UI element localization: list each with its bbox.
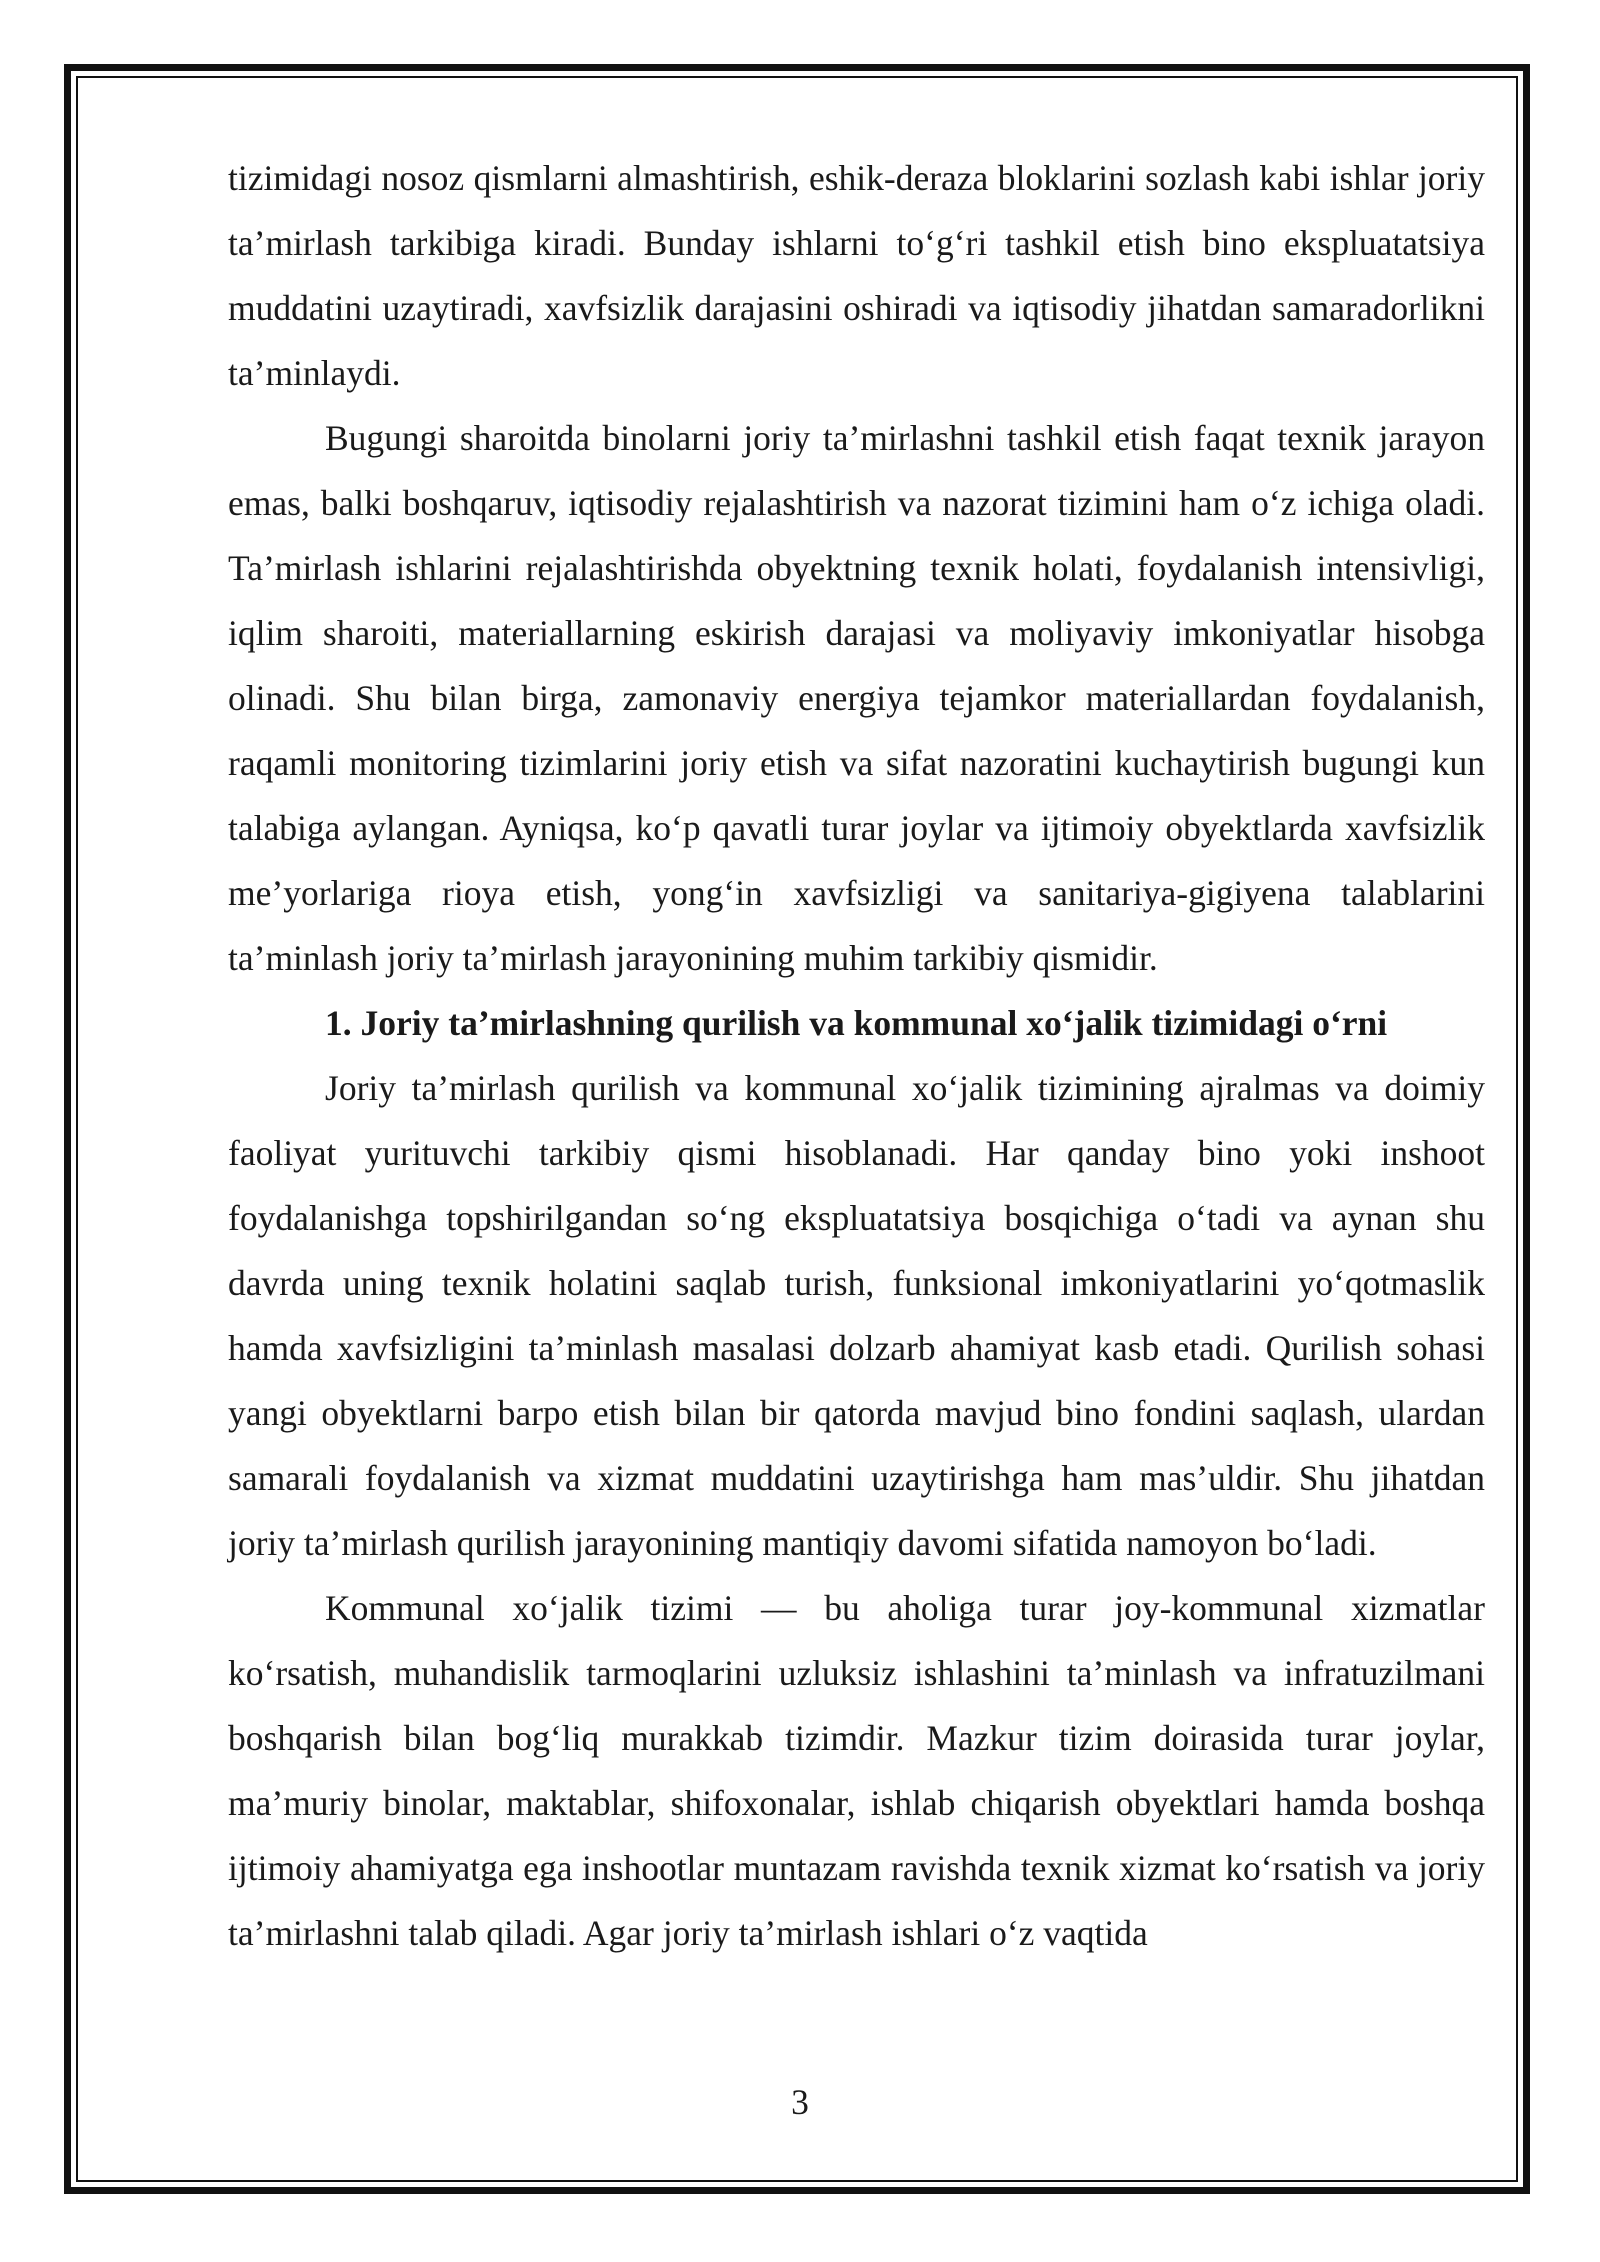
page-number: 3 [791, 2082, 809, 2122]
paragraph-modern-conditions: Bugungi sharoitda binolarni joriy ta’mirlashni tashkil etish faqat texnik jarayon emas, balki boshqaruv, iqtisodiy rejalashtirish va nazorat tizimini ham o‘z ichiga oladi. Ta’mirlash ishlarini rejalashtirishda obyektning texnik holati, foydalanish intensivligi, iqlim sharoiti, materiallarning eskirish darajasi va moliyaviy imkoniyatlar hisobga olinadi. Shu bilan birga, zamonaviy energiya tejamkor materiallardan foydalanish, raqamli monitoring tizimlarini joriy etish va sifat nazoratini kuchaytirish bugungi kun talabiga aylangan. Ayniqsa, ko‘p qavatli turar joylar va ijtimoiy obyektlarda xavfsizlik me’yorlariga rioya etish, yong‘in xavfsizligi va sanitariya-gigiyena talablarini ta’minlash joriy ta’mirlash jarayonining muhim tarkibiy qismidir. [228, 418, 1485, 978]
paragraph-communal-system: Kommunal xo‘jalik tizimi — bu aholiga turar joy-kommunal xizmatlar ko‘rsatish, muhandislik tarmoqlarini uzluksiz ishlashini ta’minlash va infratuzilmani boshqarish bilan bog‘liq murakkab tizimdir. Mazkur tizim doirasida turar joylar, ma’muriy binolar, maktablar, shifoxonalar, ishlab chiqarish obyektlari hamda boshqa ijtimoiy ahamiyatga ega inshootlar muntazam ravishda texnik xizmat ko‘rsatish va joriy ta’mirlashni talab qiladi. Agar joriy ta’mirlash ishlari o‘z vaqtida [228, 1588, 1485, 1953]
paragraph-role-of-repair: Joriy ta’mirlash qurilish va kommunal xo‘jalik tizimining ajralmas va doimiy faoliyat yurituvchi tarkibiy qismi hisoblanadi. Har qanday bino yoki inshoot foydalanishga topshirilgandan so‘ng ekspluatatsiya bosqichiga o‘tadi va aynan shu davrda uning texnik holatini saqlab turish, funksional imkoniyatlarini yo‘qotmaslik hamda xavfsizligini ta’minlash masalasi dolzarb ahamiyat kasb etadi. Qurilish sohasi yangi obyektlarni barpo etish bilan bir qatorda mavjud bino fondini saqlash, ulardan samarali foydalanish va xizmat muddatini uzaytirishga ham mas’uldir. Shu jihatdan joriy ta’mirlash qurilish jarayonining mantiqiy davomi sifatida namoyon bo‘ladi. [228, 1068, 1485, 1563]
document-body [228, 146, 1485, 1966]
section-heading: 1. Joriy ta’mirlashning qurilish va kommunal xo‘jalik tizimidagi o‘rni [325, 1003, 1388, 1043]
paragraph-continuation: tizimidagi nosoz qismlarni almashtirish, eshik-deraza bloklarini sozlash kabi ishlar joriy ta’mirlash tarkibiga kiradi. Bunday ishlarni to‘g‘ri tashkil etish bino ekspluatatsiya muddatini uzaytiradi, xavfsizlik darajasini oshiradi va iqtisodiy jihatdan samaradorlikni ta’minlaydi. [228, 158, 1485, 393]
